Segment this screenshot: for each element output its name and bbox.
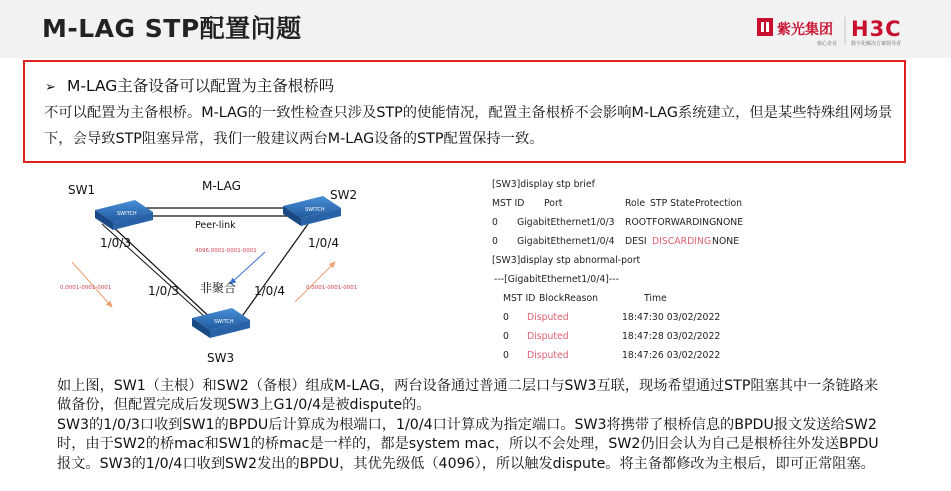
explanation-para-2: SW3的1/0/3口收到SW1的BPDU后计算成为根端口，1/0/4口计算成为指定端口。SW3将携带了根桥信息的BPDU报文发送给SW2时，由于SW2的桥mac和SW1的桥mac是一样的，都是system mac，所以不会处理，SW2仍旧会认为自己是根桥往外发送BPDU报文。SW3的1/0/4口收到SW2发出的BPDU，其优先级低（4096），所以触发dispute。将主备都修改为主根后，即可正常阻塞。: [57, 416, 879, 472]
cli-row1-mst: 0: [492, 217, 498, 228]
logo-mark-icon: [757, 18, 773, 36]
explanation-para-1: 如上图，SW1（主根）和SW2（备根）组成M-LAG，两台设备通过普通二层口与SW3互联，现场希望通过STP阻塞其中一条链路来做备份，但配置完成后发现SW3上G1/0/4是被dispute的。: [57, 378, 879, 414]
label-bpdu-root: 4096.0001-0001-0001: [195, 248, 257, 254]
svg-text:SWITCH: SWITCH: [214, 319, 234, 325]
svg-text:SWITCH: SWITCH: [305, 207, 325, 213]
cli-col-mstid: MST ID: [492, 198, 525, 209]
label-port-sw3-right: 1/0/4: [254, 284, 285, 298]
cli-col-protection: Protection: [695, 198, 743, 209]
cli-abn-row2-time: 18:47:28 03/02/2022: [622, 331, 721, 342]
label-port-sw3-left: 1/0/3: [148, 284, 179, 298]
qa-question-text: M-LAG主备设备可以配置为主备根桥吗: [67, 77, 335, 95]
cli-row2-mst: 0: [492, 236, 498, 247]
slide-header: [0, 0, 951, 58]
label-port-sw2: 1/0/4: [308, 236, 339, 250]
label-non-aggregate: 非聚合: [200, 281, 237, 295]
topology-diagram: [40, 172, 485, 372]
label-mlag: M-LAG: [202, 179, 241, 193]
cli-abn-row3-reason: Disputed: [527, 350, 569, 361]
cli-col-stpstate: STP State: [650, 198, 695, 209]
cli-row1-prot: NONE: [716, 217, 744, 228]
link-sw2-sw3: [238, 224, 308, 322]
qa-answer: 不可以配置为主备根桥。M-LAG的一致性检查只涉及STP的使能情况，配置主备根桥不会影响M-LAG系统建立，但是某些特殊组网场景下，会导致STP阻塞异常，我们一般建议两台M-LAG设备的STP配置保持一致。: [44, 105, 893, 147]
explanation-text: [57, 377, 887, 474]
logo-cn-text: 紫光集团: [777, 22, 833, 38]
cli-abn-row3-time: 18:47:26 03/02/2022: [622, 350, 721, 361]
cli-abn-row3-mst: 0: [503, 350, 509, 361]
page-title: M-LAG STP配置问题: [42, 14, 302, 43]
label-port-sw1: 1/0/3: [100, 236, 131, 250]
bullet-arrow-icon: ➢: [45, 80, 56, 95]
logo-sub1-text: 核心企业: [817, 41, 838, 47]
label-bpdu-right: 0.0001-0001-0001: [306, 285, 358, 291]
cli-row1-state: FORWARDING: [652, 217, 717, 228]
logo-sub2-text: 数字化解决方案领导者: [851, 41, 902, 47]
cli-interface-header: ---[GigabitEthernet1/0/4]---: [494, 274, 619, 285]
cli-row1-role: ROOT: [625, 217, 652, 228]
bpdu-arrow-right: [295, 262, 335, 302]
label-sw3: SW3: [207, 351, 235, 365]
cli-abn-row1-time: 18:47:30 03/02/2022: [622, 312, 721, 323]
brand-logo: [757, 14, 937, 48]
logo-brand-text: H3C: [851, 17, 902, 41]
cli-col-role: Role: [625, 198, 646, 209]
cli-abn-row1-reason: Disputed: [527, 312, 569, 323]
cli-row2-port: GigabitEthernet1/0/4: [517, 236, 615, 247]
cli-row2-prot: NONE: [712, 236, 740, 247]
qa-highlight-box: [23, 60, 906, 163]
label-sw1: SW1: [68, 183, 96, 197]
cli-row2-role: DESI: [625, 236, 647, 247]
cli-abn-row2-reason: Disputed: [527, 331, 569, 342]
label-peer-link: Peer-link: [195, 220, 236, 231]
cli-row1-port: GigabitEthernet1/0/3: [517, 217, 615, 228]
cli-row2-state: DISCARDING: [652, 236, 712, 247]
cli-col2-time: Time: [644, 293, 667, 304]
cli-abn-row2-mst: 0: [503, 331, 509, 342]
cli-col2-reason: BlockReason: [539, 293, 599, 304]
cli-col2-mstid: MST ID: [503, 293, 536, 304]
cli-cmd-abnormal: [SW3]display stp abnormal-port: [492, 255, 641, 266]
svg-text:SWITCH: SWITCH: [117, 211, 137, 217]
qa-question: [45, 74, 334, 96]
label-bpdu-left: 0.0001-0001-0001: [60, 285, 112, 291]
cli-col-port: Port: [544, 198, 563, 209]
bpdu-arrow-sw2: [230, 252, 265, 284]
cli-cmd-stp-brief: [SW3]display stp brief: [492, 179, 595, 190]
label-sw2: SW2: [330, 188, 358, 202]
cli-abn-row1-mst: 0: [503, 312, 509, 323]
